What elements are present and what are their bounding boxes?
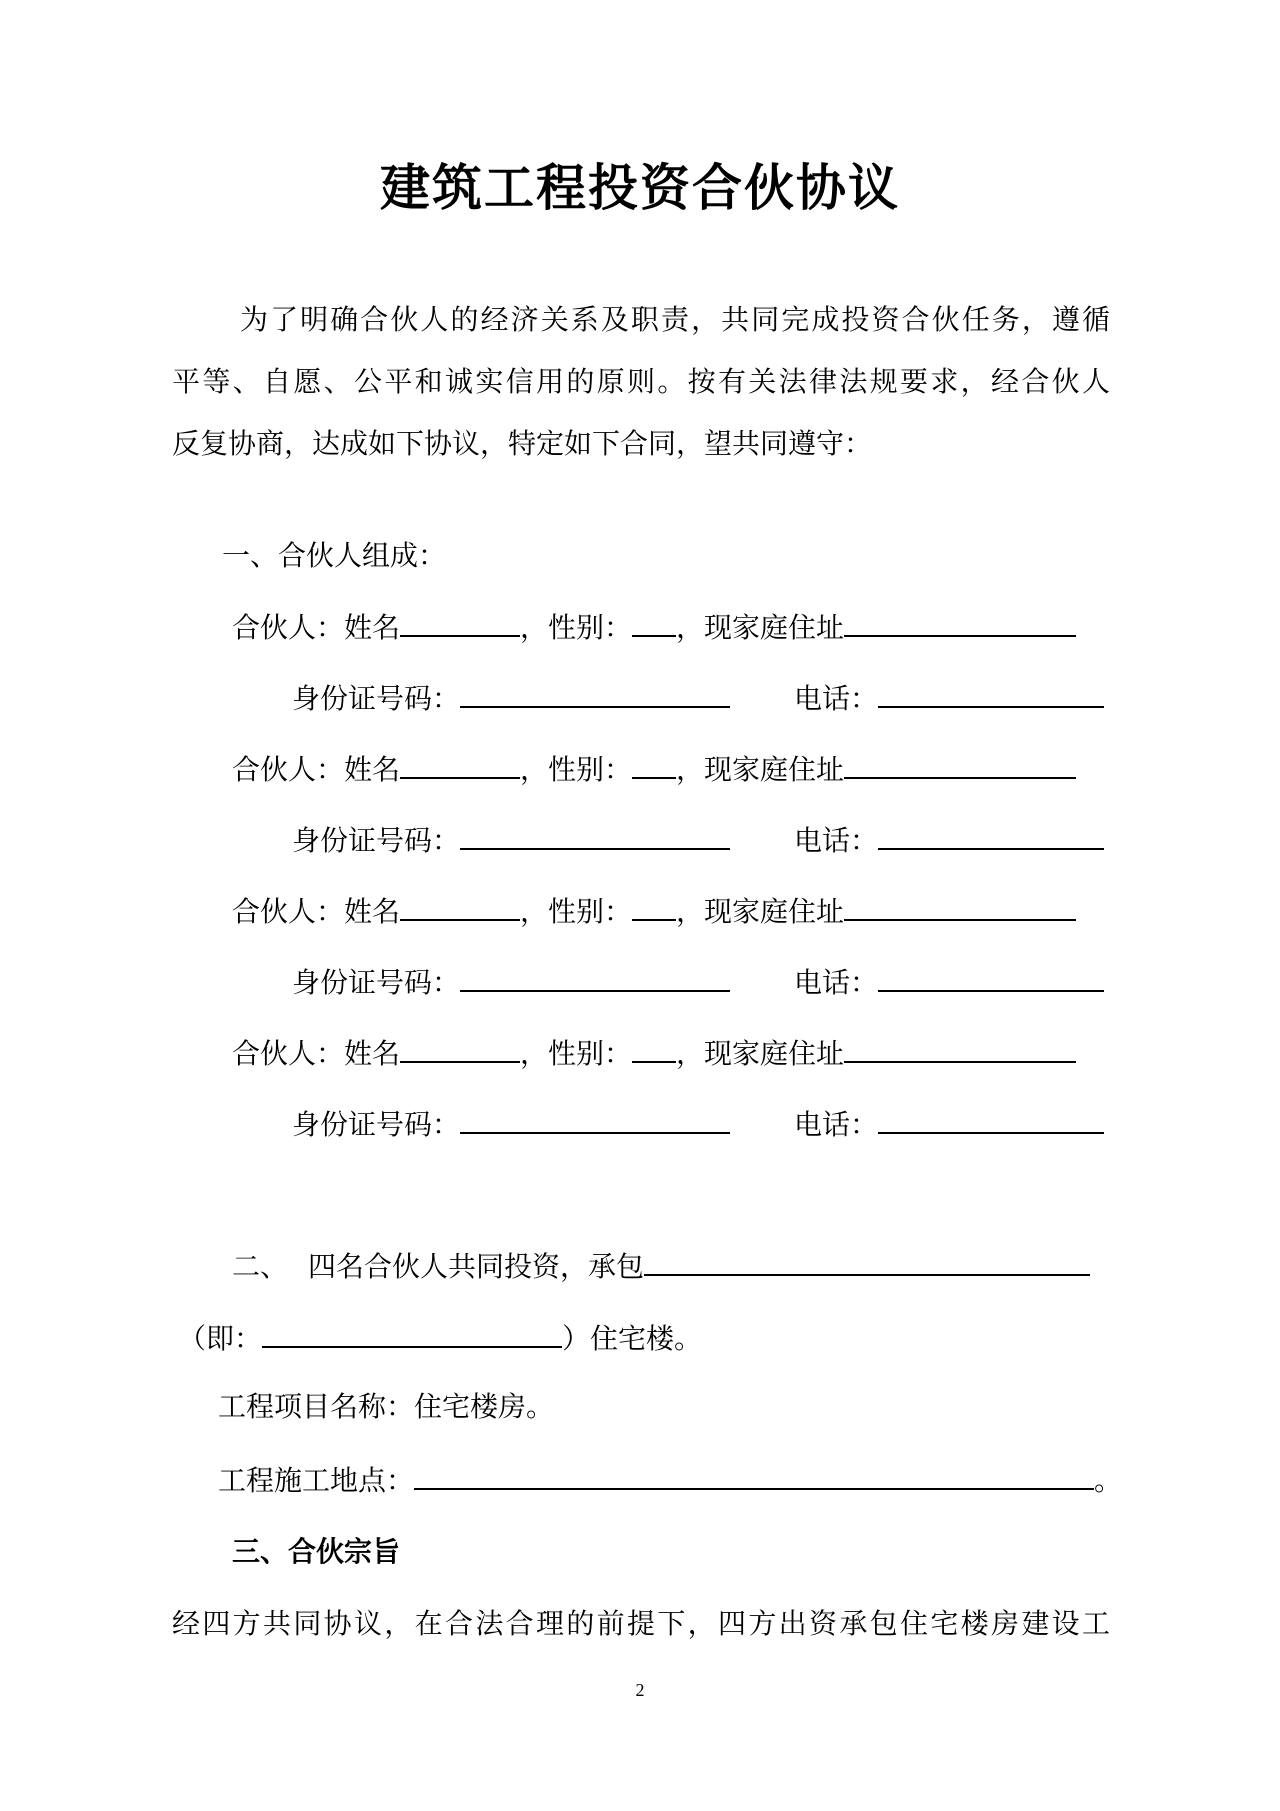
id-blank[interactable] (460, 818, 730, 850)
name-label: 姓名 (344, 611, 401, 644)
address-blank[interactable] (844, 747, 1076, 779)
site-label: 工程施工地点： (218, 1464, 415, 1497)
partner-phone-row (794, 818, 1104, 861)
partner-id-row (292, 676, 730, 719)
id-blank[interactable] (460, 960, 730, 992)
section2-heading: 四名合伙人共同投资，承包 (308, 1250, 645, 1283)
address-blank[interactable] (844, 1031, 1076, 1063)
address-label: ，现家庭住址 (676, 895, 845, 928)
gender-label: ，性别： (520, 895, 633, 928)
gender-blank[interactable] (632, 605, 676, 637)
phone-blank[interactable] (878, 960, 1104, 992)
partner-phone-row (794, 676, 1104, 719)
gender-blank[interactable] (632, 1031, 676, 1063)
section2-heading-row (232, 1244, 1090, 1287)
name-label: 姓名 (344, 753, 401, 786)
intro-line-1: 为了明确合伙人的经济关系及职责，共同完成投资合伙任务，遵循 (240, 303, 1110, 336)
phone-label: 电话： (794, 682, 879, 715)
id-label: 身份证号码： (292, 966, 461, 999)
page-number: 2 (635, 1680, 645, 1700)
partner-id-row (292, 960, 730, 1003)
phone-label: 电话： (794, 824, 879, 857)
id-blank[interactable] (460, 676, 730, 708)
phone-blank[interactable] (878, 1102, 1104, 1134)
partner-label: 合伙人： (232, 895, 345, 928)
gender-blank[interactable] (632, 747, 676, 779)
contract-blank[interactable] (644, 1244, 1090, 1276)
site-row (218, 1458, 1122, 1501)
intro-line-3: 反复协商，达成如下协议，特定如下合同，望共同遵守： (172, 427, 873, 460)
phone-blank[interactable] (878, 818, 1104, 850)
project-name: 工程项目名称：住宅楼房。 (218, 1390, 555, 1423)
name-blank[interactable] (400, 747, 520, 779)
name-blank[interactable] (400, 889, 520, 921)
section3-heading: 三、合伙宗旨 (232, 1535, 401, 1568)
partner-id-row (292, 818, 730, 861)
site-end: 。 (1094, 1464, 1123, 1497)
id-blank[interactable] (460, 1102, 730, 1134)
phone-blank[interactable] (878, 676, 1104, 708)
ji-open: （即： (178, 1322, 263, 1355)
name-blank[interactable] (400, 1031, 520, 1063)
id-label: 身份证号码： (292, 824, 461, 857)
phone-label: 电话： (794, 966, 879, 999)
partner-row (232, 889, 1076, 932)
document-title: 建筑工程投资合伙协议 (380, 159, 900, 217)
gender-label: ，性别： (520, 753, 633, 786)
gender-label: ，性别： (520, 1037, 633, 1070)
partner-label: 合伙人： (232, 1037, 345, 1070)
gender-blank[interactable] (632, 889, 676, 921)
name-blank[interactable] (400, 605, 520, 637)
partner-phone-row (794, 960, 1104, 1003)
address-label: ，现家庭住址 (676, 753, 845, 786)
partner-row (232, 1031, 1076, 1074)
partner-label: 合伙人： (232, 753, 345, 786)
partner-row (232, 747, 1076, 790)
id-label: 身份证号码： (292, 1108, 461, 1141)
section1-heading: 一、合伙人组成： (222, 539, 447, 572)
name-label: 姓名 (344, 1037, 401, 1070)
site-blank[interactable] (414, 1458, 1094, 1490)
gender-label: ，性别： (520, 611, 633, 644)
partner-phone-row (794, 1102, 1104, 1145)
partner-id-row (292, 1102, 730, 1145)
phone-label: 电话： (794, 1108, 879, 1141)
intro-line-2: 平等、自愿、公平和诚实信用的原则。按有关法律法规要求，经合伙人 (172, 365, 1110, 398)
address-blank[interactable] (844, 889, 1076, 921)
ji-blank[interactable] (262, 1316, 562, 1348)
ji-close: ）住宅楼。 (562, 1322, 703, 1355)
id-label: 身份证号码： (292, 682, 461, 715)
address-label: ，现家庭住址 (676, 1037, 845, 1070)
section2-number: 二、 (232, 1250, 289, 1283)
address-label: ，现家庭住址 (676, 611, 845, 644)
partner-row (232, 605, 1076, 648)
section2-ji-row (178, 1316, 702, 1359)
address-blank[interactable] (844, 605, 1076, 637)
partner-label: 合伙人： (232, 611, 345, 644)
name-label: 姓名 (344, 895, 401, 928)
section3-text: 经四方共同协议，在合法合理的前提下，四方出资承包住宅楼房建设工 (172, 1607, 1110, 1640)
